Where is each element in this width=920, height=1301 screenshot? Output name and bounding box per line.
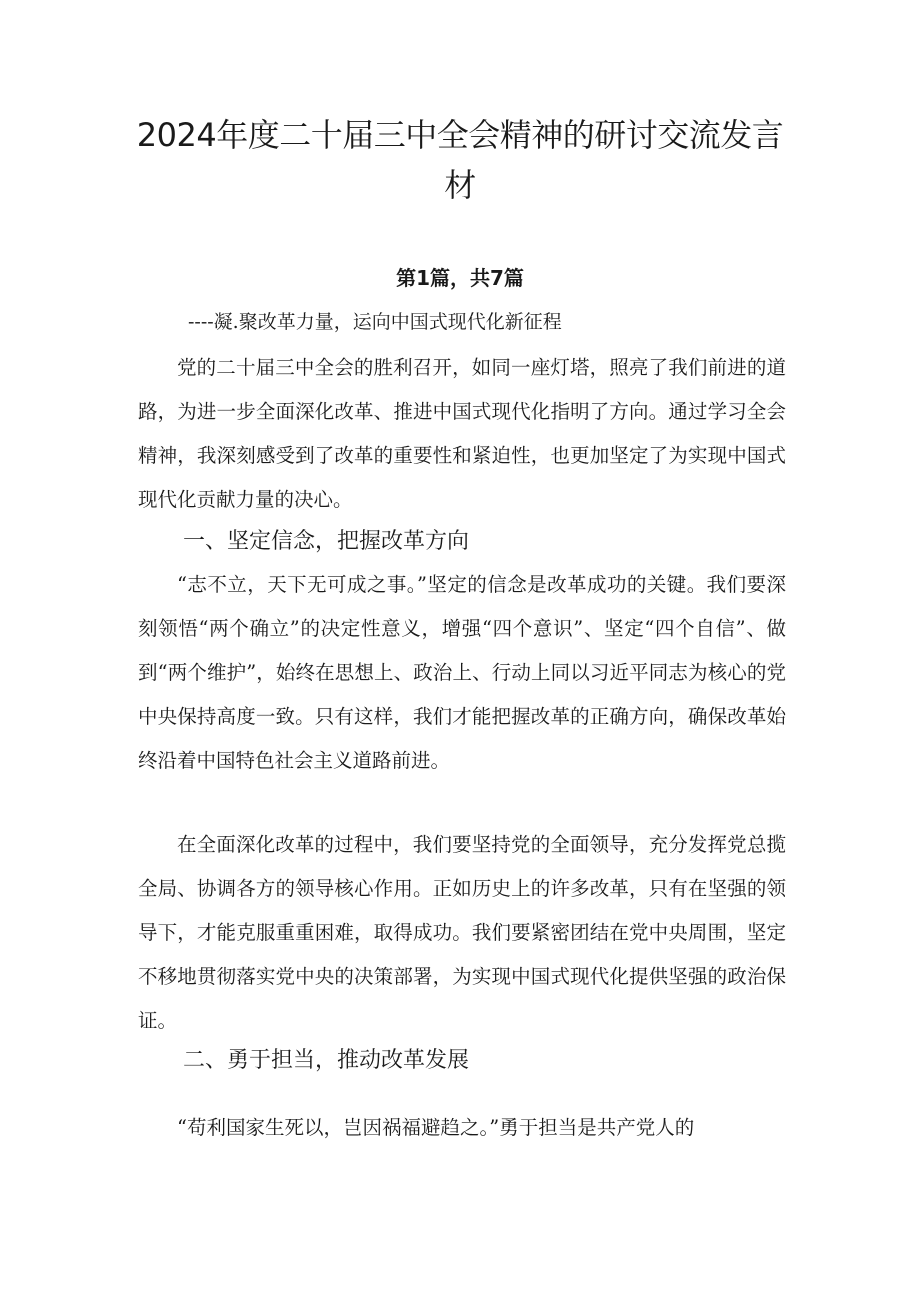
intro-paragraph: 党的二十届三中全会的胜利召开，如同一座灯塔，照亮了我们前进的道路，为进一步全面深化改革、推进中国式现代化指明了方向。通过学习全会精神，我深刻感受到了改革的重要性和紧迫性，也更加坚定了为实现中国式现代化贡献力量的决心。: [138, 356, 786, 511]
tagline: ----凝.聚改革力量，运向中国式现代化新征程: [188, 311, 562, 333]
document-title: 2024年度二十届三中全会精神的研讨交流发言材: [136, 116, 784, 204]
section1-paragraph-1: “志不立，天下无可成之事。”坚定的信念是改革成功的关键。我们要深刻领悟“两个确立”的决定性意义，增强“四个意识”、坚定“四个自信”、做到“两个维护”，始终在思想上、政治上、行动上同以习近平同志为核心的党中央保持高度一致。只有这样，我们才能把握改革的正确方向，确保改革始终沿着中国特色社会主义道路前进。: [138, 573, 786, 772]
section1-heading: 一、坚定信念，把握改革方向: [183, 529, 470, 554]
part-label: 第1篇，共7篇: [396, 266, 524, 290]
section2-heading: 二、勇于担当，推动改革发展: [183, 1048, 470, 1073]
section1-paragraph-2: 在全面深化改革的过程中，我们要坚持党的全面领导，充分发挥党总揽全局、协调各方的领导核心作用。正如历史上的许多改革，只有在坚强的领导下，才能克服重重困难，取得成功。我们要紧密团结在党中央周围，坚定不移地贯彻落实党中央的决策部署，为实现中国式现代化提供坚强的政治保证。: [138, 833, 786, 1032]
section2-paragraph-1: “苟利国家生死以，岂因祸福避趋之。”勇于担当是共产党人的: [177, 1116, 695, 1139]
